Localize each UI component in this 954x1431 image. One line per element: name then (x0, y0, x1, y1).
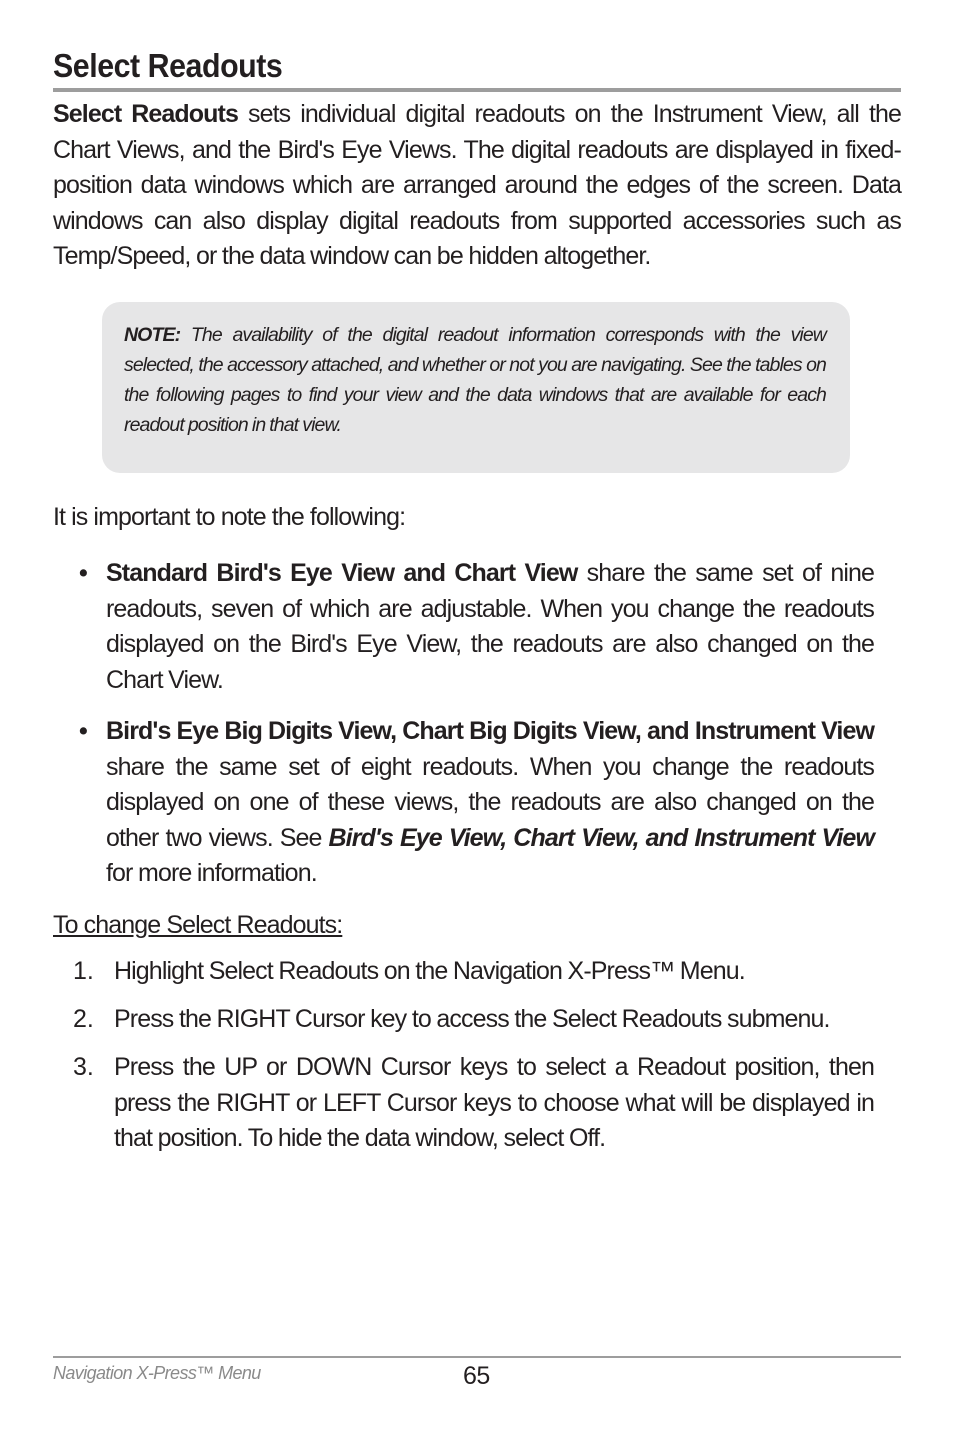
bullet-bold-term: Standard Bird's Eye View and Chart View (106, 559, 578, 587)
bullet-item (53, 714, 874, 892)
intro-text: sets individual digital readouts on the Instrument View, all the Chart Views, and the Bird's Eye Views. The digital readouts are displayed in fixed-position data windows which are arranged around the edges of the screen. Data windows can also display digital readouts from supported accessories such as Temp/Speed, or the data window can be hidden altogether. (53, 100, 902, 270)
bullet-item (53, 556, 874, 698)
intro-paragraph (53, 97, 901, 275)
step-number: 1. (73, 957, 94, 985)
bullet-text: share the same set of nine readouts, seven of which are adjustable. When you change the readouts displayed on the Bird's Eye View, the readouts are also changed on the Chart View. (106, 559, 874, 694)
footer-section-name: Navigation X-Press™ Menu (53, 1363, 261, 1383)
step-item (53, 1050, 874, 1157)
note-paragraph (124, 320, 826, 440)
step-text: Press the RIGHT Cursor key to access the Select Readouts submenu. (114, 1005, 830, 1033)
page-number: 65 (463, 1362, 490, 1390)
step-item (53, 1002, 874, 1038)
bullet-dot: • (79, 717, 88, 745)
title-divider (53, 88, 901, 92)
intro-bold-term: Select Readouts (53, 100, 238, 128)
steps-list (53, 954, 901, 1169)
step-text: Press the UP or DOWN Cursor keys to select a Readout position, then press the RIGHT or LEFT Cursor keys to choose what will be displayed in that position. To hide the data window, select Off. (114, 1053, 874, 1152)
bullet-dot: • (79, 559, 88, 587)
cross-reference-link[interactable]: Bird's Eye View, Chart View, and Instrument View (328, 823, 874, 852)
footer-divider (53, 1356, 901, 1358)
step-item (53, 954, 874, 990)
step-number: 2. (73, 1005, 94, 1033)
step-number: 3. (73, 1053, 94, 1081)
bullet-paragraph (106, 714, 874, 892)
procedure-heading: To change Select Readouts: (53, 911, 343, 939)
bullet-list (53, 556, 901, 908)
lead-sentence: It is important to note the following: (53, 503, 406, 531)
bullet-text: share the same set of eight readouts. When you change the readouts displayed on one of these views, the readouts are also changed on the other two views. See (106, 752, 874, 852)
note-box (102, 302, 850, 473)
bullet-text-after: for more information. (106, 859, 317, 887)
step-text: Highlight Select Readouts on the Navigation X-Press™ Menu. (114, 957, 745, 985)
note-text: The availability of the digital readout information corresponds with the view selected, the accessory attached, and whether or not you are navigating. See the tables on the following pages to find your view and the data windows that are available for each readout position in that view. (124, 324, 826, 436)
bullet-paragraph (106, 556, 874, 698)
manual-page (53, 0, 901, 1431)
note-label: NOTE: (124, 324, 181, 346)
page-title: Select Readouts (53, 47, 283, 84)
bullet-bold-term: Bird's Eye Big Digits View, Chart Big Digits View, and Instrument View (106, 717, 874, 745)
